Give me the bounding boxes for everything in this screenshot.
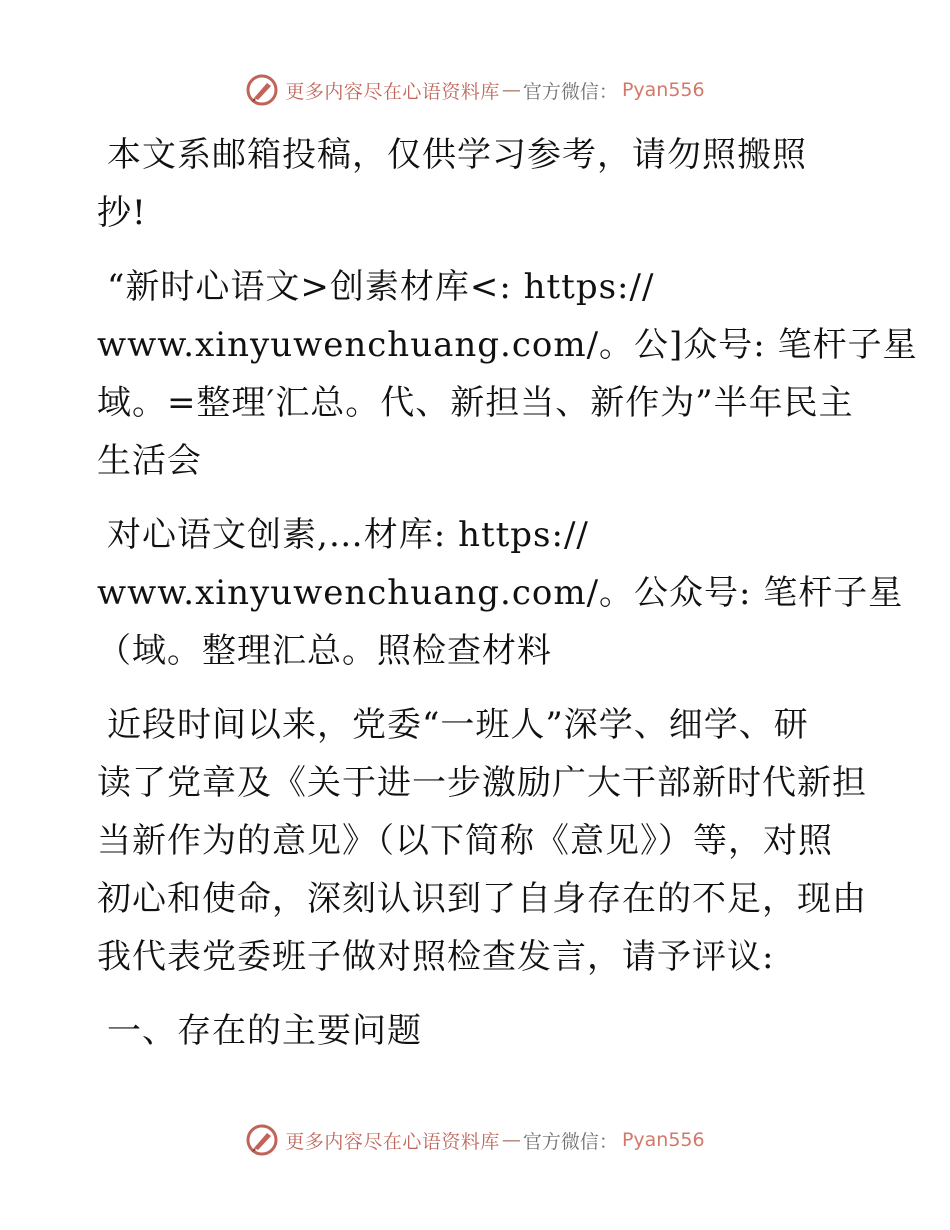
- text-line: 读了党章及《关于进一步激励广大干部新时代新担: [97, 763, 867, 803]
- header-watermark: [0, 70, 950, 110]
- pen-logo-icon: [245, 73, 279, 107]
- watermark-main-text: 更多内容尽在心语资料库: [285, 1130, 500, 1153]
- watermark-wechat-id: Pyan556: [621, 79, 705, 101]
- text-line: 抄!: [97, 193, 147, 233]
- paragraph-source-1: [97, 258, 918, 490]
- text-line: 初心和使命，深刻认识到了自身存在的不足，现由: [97, 879, 867, 919]
- section-heading: 一、存在的主要问题: [107, 1011, 422, 1051]
- watermark-wechat-id: Pyan556: [621, 1129, 705, 1151]
- text-line: 当新作为的意见》（以下简称《意见》）等，对照: [97, 821, 833, 861]
- text-line: 近段时间以来，党委“一班人”深学、细学、研: [107, 705, 809, 745]
- watermark-label: 官方微信：: [522, 80, 618, 103]
- text-line: 生活会: [97, 441, 202, 481]
- pen-logo-icon: [245, 1123, 279, 1157]
- text-line: “新时心语文>创素材库<: https://: [107, 267, 655, 307]
- text-line: 对心语文创素,…材库: https://: [107, 515, 589, 555]
- watermark-main-text: 更多内容尽在心语资料库: [285, 80, 500, 103]
- text-line: www.xinyuwenchuang.com/。公]众号: 笔杆子星: [97, 325, 918, 365]
- watermark-label: 官方微信：: [522, 1130, 618, 1153]
- text-line: www.xinyuwenchuang.com/。公众号: 笔杆子星: [97, 573, 904, 613]
- paragraph-notice: [97, 126, 857, 242]
- text-line: 我代表党委班子做对照检查发言，请予评议:: [97, 937, 775, 977]
- document-body: [97, 126, 918, 1060]
- watermark-separator: —: [501, 1129, 521, 1151]
- footer-watermark: [0, 1120, 950, 1160]
- watermark-separator: —: [501, 79, 521, 101]
- paragraph-intro: [97, 696, 867, 986]
- paragraph-source-2: [97, 506, 904, 680]
- text-line: 域。=整理′汇总。代、新担当、新作为”半年民主: [97, 383, 854, 423]
- text-line: （域。整理汇总。照检查材料: [97, 631, 552, 671]
- text-line: 本文系邮箱投稿，仅供学习参考，请勿照搬照: [107, 135, 807, 175]
